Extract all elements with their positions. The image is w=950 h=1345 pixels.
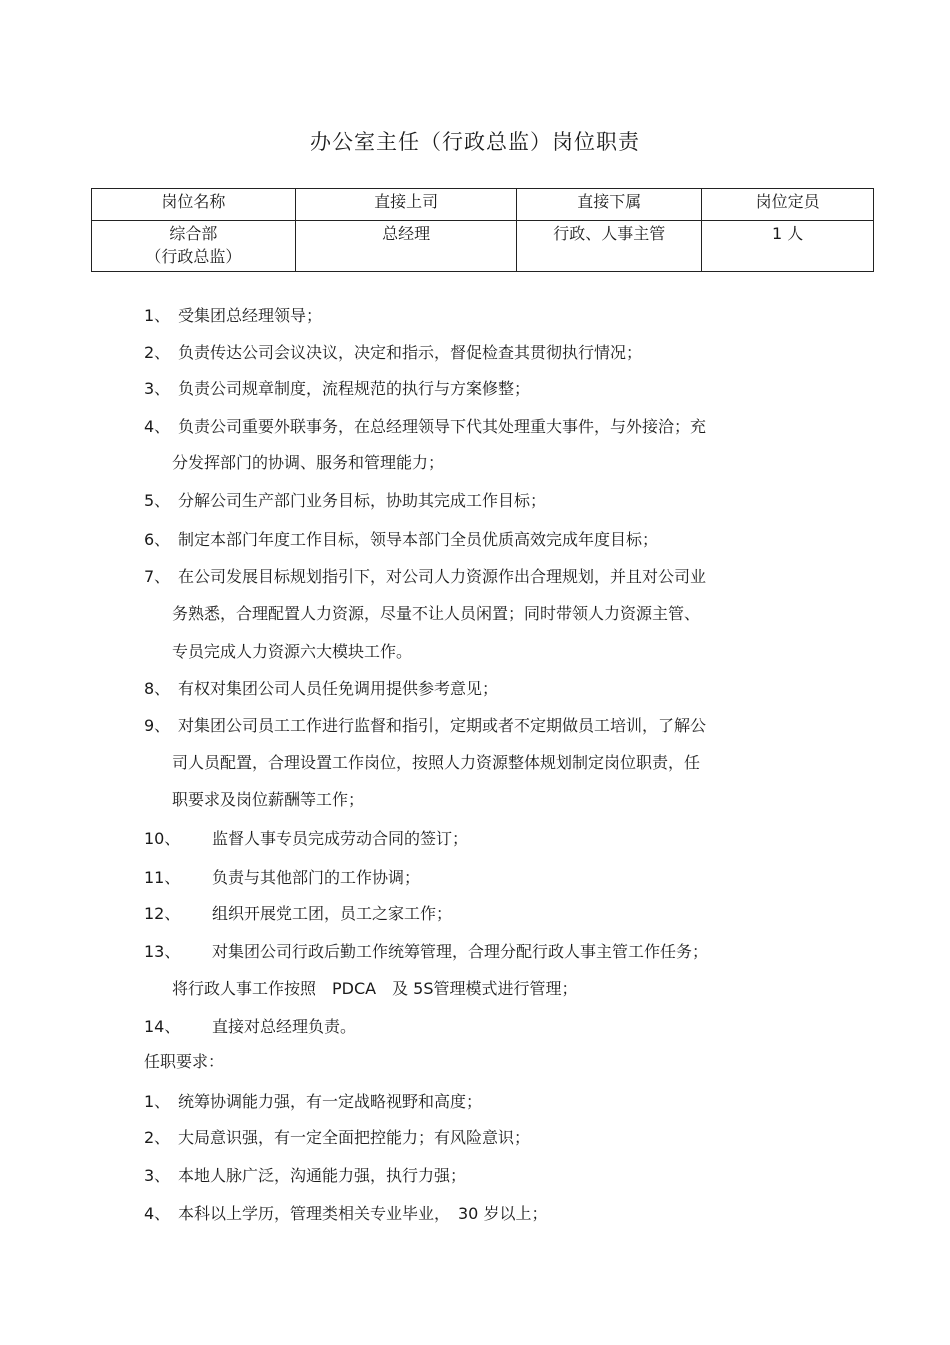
duty-item (144, 868, 420, 888)
duty-text: 负责与其他部门的工作协调； (212, 868, 421, 887)
cell-position-name (92, 221, 296, 272)
duty-text: 直接对总经理负责。 (212, 1017, 357, 1036)
requirement-item (144, 1092, 482, 1112)
duty-item (144, 904, 452, 924)
duty-item (144, 829, 468, 849)
header-direct-subordinate: 直接下属 (517, 189, 702, 221)
duty-text: 分解公司生产部门业务目标，协助其完成工作目标； (178, 491, 547, 510)
table-header-row (92, 189, 874, 221)
position-name-line1: 综合部 (169, 224, 218, 243)
duty-number: 7、 (144, 567, 171, 586)
cell-direct-subordinate: 行政、人事主管 (517, 221, 702, 272)
duty-text: 负责公司规章制度，流程规范的执行与方案修整； (178, 379, 531, 398)
position-name-line2: （行政总监） (145, 247, 242, 266)
duty-text: 对集团公司员工工作进行监督和指引，定期或者不定期做员工培训，了解公 (178, 716, 707, 735)
requirement-text: 统筹协调能力强，有一定战略视野和高度； (178, 1092, 483, 1111)
duty-continuation: 分发挥部门的协调、服务和管理能力； (172, 453, 445, 472)
duty-continuation: 务熟悉，合理配置人力资源，尽量不让人员闲置；同时带领人力资源主管、 (172, 604, 701, 623)
duty-continuation: 将行政人事工作按照 PDCA 及 5S管理模式进行管理； (172, 979, 578, 998)
duty-text: 制定本部门年度工作目标，领导本部门全员优质高效完成年度目标； (178, 530, 659, 549)
requirement-item (144, 1204, 547, 1224)
duty-text: 负责公司重要外联事务，在总经理领导下代其处理重大事件，与外接洽；充 (178, 417, 707, 436)
cell-headcount: 1 人 (702, 221, 874, 272)
duty-text: 组织开展党工团，员工之家工作； (212, 904, 453, 923)
header-headcount: 岗位定员 (702, 189, 874, 221)
header-position-name: 岗位名称 (92, 189, 296, 221)
duty-item (144, 417, 706, 437)
duty-number: 4、 (144, 417, 171, 436)
duty-item (144, 343, 642, 363)
requirement-text: 大局意识强，有一定全面把控能力；有风险意识； (178, 1128, 531, 1147)
duty-continuation: 司人员配置，合理设置工作岗位，按照人力资源整体规划制定岗位职责，任 (172, 753, 701, 772)
duty-item (144, 379, 530, 399)
duty-number: 5、 (144, 491, 171, 510)
requirements-heading: 任职要求： (144, 1052, 225, 1071)
duty-number: 13、 (144, 942, 181, 961)
requirement-text: 本地人脉广泛，沟通能力强，执行力强； (178, 1166, 467, 1185)
duty-text: 监督人事专员完成劳动合同的签订； (212, 829, 469, 848)
requirement-number: 1、 (144, 1092, 171, 1111)
duty-text: 负责传达公司会议决议，决定和指示，督促检查其贯彻执行情况； (178, 343, 643, 362)
duty-number: 3、 (144, 379, 171, 398)
duty-item (144, 716, 706, 736)
duty-text: 受集团总经理领导； (178, 306, 323, 325)
duty-number: 11、 (144, 868, 181, 887)
duty-item (144, 942, 708, 962)
page-title: 办公室主任（行政总监）岗位职责 (310, 130, 640, 154)
header-direct-superior: 直接上司 (295, 189, 517, 221)
duty-item (144, 679, 498, 699)
duty-number: 10、 (144, 829, 181, 848)
duty-item (144, 491, 546, 511)
duty-number: 2、 (144, 343, 171, 362)
duty-item (144, 530, 658, 550)
duty-number: 1、 (144, 306, 171, 325)
requirement-text: 本科以上学历，管理类相关专业毕业， 30 岁以上； (178, 1204, 548, 1223)
requirement-item (144, 1128, 530, 1148)
duty-item (144, 306, 322, 326)
cell-direct-superior: 总经理 (295, 221, 517, 272)
duty-continuation: 职要求及岗位薪酬等工作； (172, 790, 365, 809)
duty-number: 12、 (144, 904, 181, 923)
duty-item (144, 1017, 356, 1037)
requirement-item (144, 1166, 466, 1186)
duty-text: 在公司发展目标规划指引下，对公司人力资源作出合理规划，并且对公司业 (178, 567, 707, 586)
duty-number: 9、 (144, 716, 171, 735)
duty-text: 对集团公司行政后勤工作统筹管理，合理分配行政人事主管工作任务； (212, 942, 709, 961)
requirement-number: 4、 (144, 1204, 171, 1223)
duty-number: 8、 (144, 679, 171, 698)
requirement-number: 2、 (144, 1128, 171, 1147)
position-info-table (91, 188, 874, 272)
requirement-number: 3、 (144, 1166, 171, 1185)
duty-item (144, 567, 706, 587)
duty-number: 6、 (144, 530, 171, 549)
duty-text: 有权对集团公司人员任免调用提供参考意见； (178, 679, 499, 698)
table-row (92, 221, 874, 272)
duty-continuation: 专员完成人力资源六大模块工作。 (172, 642, 413, 661)
duty-number: 14、 (144, 1017, 181, 1036)
